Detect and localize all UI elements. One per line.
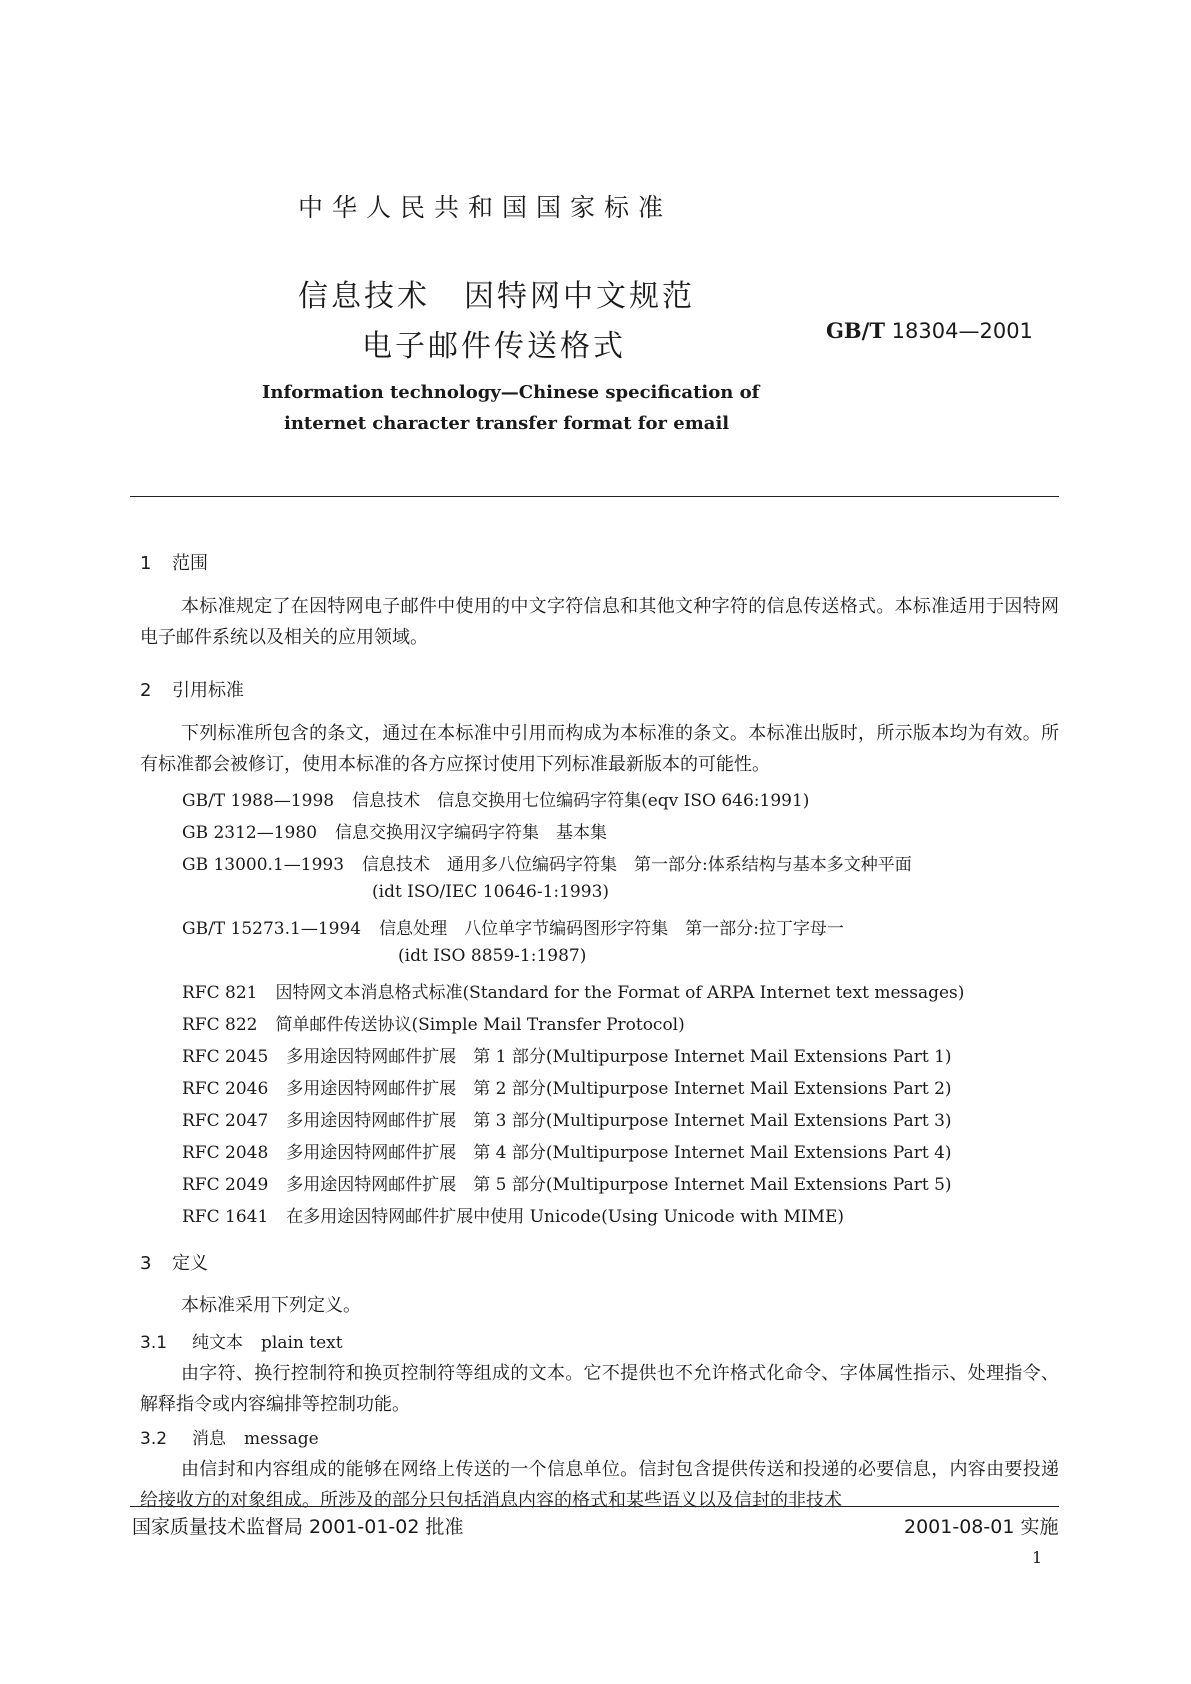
reference-item: RFC 2047 多用途因特网邮件扩展 第 3 部分(Multipurpose Internet Mail Extensions Part 3)	[182, 1111, 952, 1131]
reference-item: RFC 2049 多用途因特网邮件扩展 第 5 部分(Multipurpose Internet Mail Extensions Part 5)	[182, 1175, 952, 1195]
reference-item-continuation: (idt ISO 8859-1:1987)	[398, 946, 587, 966]
effective-date: 2001-08-01 实施	[904, 1516, 1059, 1538]
section-heading-scope: 1 范围	[140, 553, 208, 574]
definitions-intro: 本标准采用下列定义。	[181, 1295, 361, 1316]
standard-number	[826, 318, 1033, 343]
english-title-line-1: Information technology—Chinese specification of	[262, 382, 760, 403]
scope-paragraph: 本标准规定了在因特网电子邮件中使用的中文字符信息和其他文种字符的信息传送格式。本标准适用于因特网电子邮件系统以及相关的应用领域。	[140, 596, 1059, 648]
title-part-a: 信息技术	[298, 279, 430, 314]
term-definition: 由字符、换行控制符和换页控制符等组成的文本。它不提供也不允许格式化命令、字体属性指示、处理指令、解释指令或内容编排等控制功能。	[140, 1363, 1059, 1415]
header-divider	[130, 496, 1059, 497]
reference-item: RFC 2048 多用途因特网邮件扩展 第 4 部分(Multipurpose Internet Mail Extensions Part 4)	[182, 1143, 952, 1163]
reference-item: RFC 822 简单邮件传送协议(Simple Mail Transfer Protocol)	[182, 1015, 685, 1035]
standard-prefix: GB/T	[826, 318, 885, 343]
title-line-1	[298, 271, 695, 315]
reference-item: RFC 2045 多用途因特网邮件扩展 第 1 部分(Multipurpose Internet Mail Extensions Part 1)	[182, 1047, 952, 1067]
section-heading-references: 2 引用标准	[140, 680, 244, 701]
term-heading: 3.2 消息 message	[140, 1429, 319, 1449]
reference-item: RFC 821 因特网文本消息格式标准(Standard for the Format of ARPA Internet text messages)	[182, 983, 965, 1003]
title-line-2: 电子邮件传送格式	[362, 329, 626, 364]
reference-item: RFC 2046 多用途因特网邮件扩展 第 2 部分(Multipurpose Internet Mail Extensions Part 2)	[182, 1079, 952, 1099]
reference-item: GB/T 1988—1998 信息技术 信息交换用七位编码字符集(eqv ISO 646:1991)	[182, 791, 810, 811]
standard-code: 18304—2001	[891, 319, 1033, 343]
english-title-line-2: internet character transfer format for email	[284, 413, 730, 434]
reference-item: GB 2312—1980 信息交换用汉字编码字符集 基本集	[182, 823, 608, 843]
reference-item: RFC 1641 在多用途因特网邮件扩展中使用 Unicode(Using Unicode with MIME)	[182, 1207, 845, 1227]
title-part-b: 因特网中文规范	[464, 279, 695, 314]
term-definition: 由信封和内容组成的能够在网络上传送的一个信息单位。信封包含提供传送和投递的必要信息，内容由要投递给接收方的对象组成。所涉及的部分只包括消息内容的格式和某些语义以及信封的非技术	[140, 1459, 1059, 1511]
reference-item: GB 13000.1—1993 信息技术 通用多八位编码字符集 第一部分:体系结构与基本多文种平面	[182, 855, 912, 875]
references-intro: 下列标准所包含的条文，通过在本标准中引用而构成为本标准的条文。本标准出版时，所示版本均为有效。所有标准都会被修订，使用本标准的各方应探讨使用下列标准最新版本的可能性。	[140, 723, 1059, 775]
footer-divider	[130, 1506, 1059, 1507]
reference-item: GB/T 15273.1—1994 信息处理 八位单字节编码图形字符集 第一部分:拉丁字母一	[182, 919, 844, 939]
national-standard-heading: 中华人民共和国国家标准	[298, 193, 673, 222]
section-heading-definitions: 3 定义	[140, 1253, 208, 1274]
term-heading: 3.1 纯文本 plain text	[140, 1333, 343, 1353]
page-number: 1	[1032, 1548, 1043, 1567]
reference-item-continuation: (idt ISO/IEC 10646-1:1993)	[372, 882, 610, 902]
approval-date: 国家质量技术监督局 2001-01-02 批准	[132, 1516, 464, 1538]
